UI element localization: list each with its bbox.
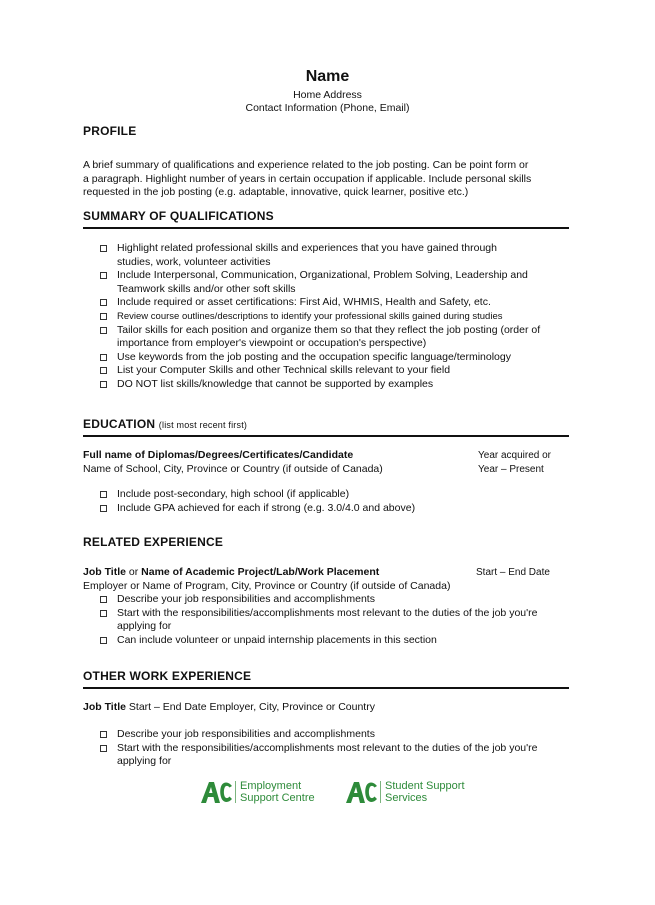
checkbox-bullet-icon	[100, 245, 107, 252]
education-note: (list most recent first)	[158, 420, 248, 430]
checkbox-bullet-icon	[100, 491, 107, 498]
section-divider	[83, 687, 569, 689]
profile-text	[83, 159, 563, 200]
list-item: Can include volunteer or unpaid internship placements in this section	[100, 634, 570, 648]
section-divider	[83, 227, 569, 229]
profile-line: requested in the job posting (e.g. adaptable, innovative, quick learner, positive etc.)	[83, 186, 469, 198]
related-experience-heading: RELATED EXPERIENCE	[83, 535, 224, 549]
checkbox-bullet-icon	[100, 381, 107, 388]
checkbox-bullet-icon	[100, 596, 107, 603]
list-item: Include post-secondary, high school (if applicable)	[100, 488, 570, 502]
checkbox-bullet-icon	[100, 367, 107, 374]
checkbox-bullet-icon	[100, 731, 107, 738]
checkbox-bullet-icon	[100, 745, 107, 752]
related-list	[100, 593, 570, 647]
logo-separator	[380, 781, 381, 803]
checkbox-bullet-icon	[100, 313, 107, 320]
logo-separator	[235, 781, 236, 803]
profile-line: A brief summary of qualifications and experience related to the job posting. Can be point form or	[83, 159, 529, 171]
logo-text: Employment Support Centre	[240, 780, 315, 804]
ac-logo-icon	[200, 780, 234, 804]
list-item: Review course outlines/descriptions to identify your professional skills gained during studies	[100, 310, 570, 324]
list-item: Describe your job responsibilities and accomplishments	[100, 728, 570, 742]
summary-heading: SUMMARY OF QUALIFICATIONS	[83, 209, 274, 223]
related-dates: Start – End Date	[476, 567, 550, 578]
section-divider	[83, 435, 569, 437]
list-item: List your Computer Skills and other Technical skills relevant to your field	[100, 364, 570, 378]
list-item: Include Interpersonal, Communication, Organizational, Problem Solving, Leadership and Teamwork skills and/or other soft skills	[100, 269, 570, 296]
checkbox-bullet-icon	[100, 327, 107, 334]
checkbox-bullet-icon	[100, 637, 107, 644]
employment-support-centre-logo	[200, 778, 340, 808]
list-item: Include GPA achieved for each if strong (e.g. 3.0/4.0 and above)	[100, 502, 570, 516]
education-list	[100, 488, 570, 515]
checkbox-bullet-icon	[100, 354, 107, 361]
list-item: Tailor skills for each position and organize them so that they reflect the job posting (order of importance from employer's viewpoint or occupation's perspective)	[100, 324, 570, 351]
list-item: Describe your job responsibilities and accomplishments	[100, 593, 570, 607]
education-year-present: Year – Present	[478, 464, 544, 475]
checkbox-bullet-icon	[100, 272, 107, 279]
home-address: Home Address	[293, 89, 362, 101]
checkbox-bullet-icon	[100, 610, 107, 617]
list-item: Highlight related professional skills and experiences that you have gained through studies, work, volunteer activities	[100, 242, 570, 269]
education-heading: EDUCATION (list most recent first)	[83, 417, 248, 431]
related-employer: Employer or Name of Program, City, Province or Country (if outside of Canada)	[83, 580, 451, 592]
other-experience-heading: OTHER WORK EXPERIENCE	[83, 669, 252, 683]
list-item: Use keywords from the job posting and the occupation specific language/terminology	[100, 351, 570, 365]
student-support-services-logo	[345, 778, 495, 808]
summary-list	[100, 242, 570, 392]
list-item: Include required or asset certifications: First Aid, WHMIS, Health and Safety, etc.	[100, 296, 570, 310]
profile-heading: PROFILE	[83, 124, 137, 138]
ac-logo-icon	[345, 780, 379, 804]
list-item: Start with the responsibilities/accomplishments most relevant to the duties of the job you're applying for	[100, 742, 570, 769]
contact-information: Contact Information (Phone, Email)	[245, 102, 410, 114]
checkbox-bullet-icon	[100, 505, 107, 512]
list-item: Start with the responsibilities/accomplishments most relevant to the duties of the job you're applying for	[100, 607, 570, 634]
footer-logos	[200, 778, 500, 808]
other-job-title: Job Title Start – End Date Employer, City, Province or Country	[83, 701, 375, 713]
resume-name: Name	[305, 68, 350, 85]
checkbox-bullet-icon	[100, 299, 107, 306]
other-list	[100, 728, 570, 769]
list-item: DO NOT list skills/knowledge that cannot be supported by examples	[100, 378, 570, 392]
logo-text: Student Support Services	[385, 780, 465, 804]
profile-line: a paragraph. Highlight number of years in certain occupation if applicable. Include personal skills	[83, 172, 532, 185]
degree-name: Full name of Diplomas/Degrees/Certificates/Candidate	[83, 449, 354, 461]
related-job-title: Job Title or Name of Academic Project/Lab/Work Placement	[83, 566, 380, 578]
education-year: Year acquired or	[478, 450, 552, 461]
school-name: Name of School, City, Province or Country (if outside of Canada)	[83, 463, 383, 475]
